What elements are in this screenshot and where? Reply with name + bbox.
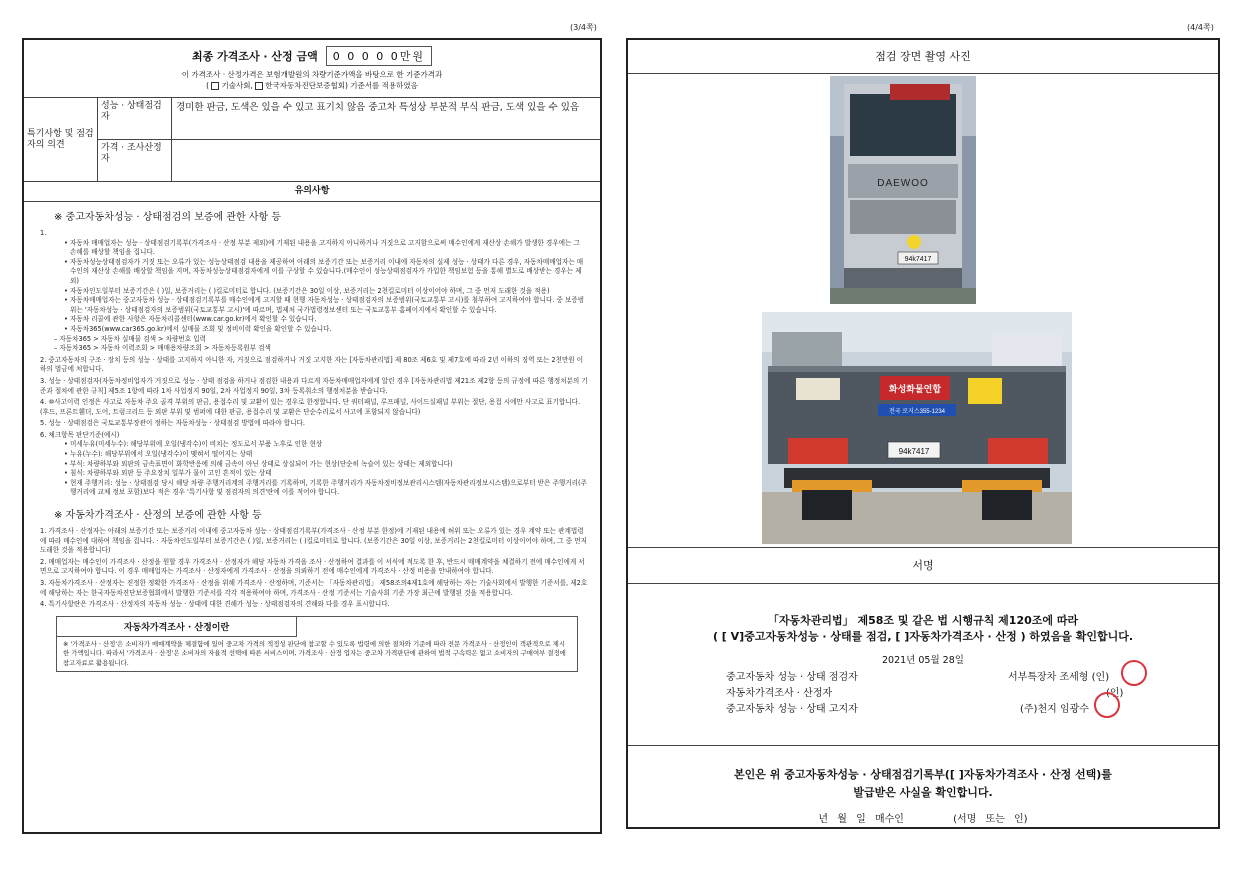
buyer-sign-field[interactable]: (서명 또는 인) [953, 814, 1028, 825]
buyer-confirm-line1: 본인은 위 중고자동차성능 · 상태점검기록부([ ]자동차가격조사 · 산정 선택)를 [734, 768, 1112, 781]
definition-text: ※ '가격조사 · 산정'은 소비자가 매매계약을 체결함에 있어 중고차 가격의 적정성 판단에 참고할 수 있도록 법령에 의한 절차와 기준에 따라 전문 가격조사 · 산정인이 객관적으로 제시한 가액입니다. 따라서 '가격조사 · 산정'은 소비자의 자율적 선택에 따른 서비스이며, 가격조사 · 산정 업자는 중고차 가격판단에 관하여 법적 구속력은 없고 소비자의 구매여부 결정에 참고자료로 활용됩니다. [63, 639, 566, 667]
page-number-left: (3/4쪽) [570, 23, 597, 32]
s1-bullet: • 자동차 리콜에 관한 사항은 자동차리콜센터(www.car.go.kr)에서 확인할 수 있습니다. [64, 315, 317, 324]
law-reference-line: 「자동차관리법」 제58조 및 같은 법 시행규칙 제120조에 따라 [767, 614, 1079, 627]
s1-item: 4. ⑩사고이력 인정은 사고로 자동차 주요 골격 부위의 판금, 용접수리 및 교환이 있는 경우로 한정합니다. 단 쿼터패널, 루프패널, 사이드실패널 부위는 절단, 용접 시에만 사고로 표기합니다. (후드, 프론트휀더, 도어, 트렁크리드 등 외판 부위 및 범퍼에 대한 판금, 용접수리 및 교환은 단순수리로서 사고에 포함되지 않습니다) [40, 398, 581, 416]
appraiser-opinion [172, 140, 600, 181]
definition-title: 자동차가격조사 · 산정이란 [57, 617, 297, 637]
inspection-photos [628, 74, 1218, 548]
inspector-seal-icon [1121, 660, 1147, 686]
inspector-signature: 서부특장차 조세형 (인) [1008, 672, 1110, 683]
truck-brand-text: DAEWOO [877, 178, 929, 189]
s1-bullet: • 미세누유(미세누수): 해당부위에 오일(냉각수)이 비치는 정도로서 부품 노후로 인한 현상 [64, 440, 323, 449]
truck-rear-photo [762, 312, 1072, 544]
checkbox-kada[interactable] [255, 82, 263, 90]
notice-title: 유의사항 [24, 182, 600, 202]
section2-body [24, 527, 600, 610]
s1-bullet: • 자동차 매매업자는 성능 · 상태점검기록부(가격조사 · 산정 부분 제외)에 기재된 내용을 고지하지 아니하거나 거짓으로 고지함으로써 매수인에게 재산상 손해가 발생한 경우에는 그 손해를 배상할 책임을 집니다. [64, 238, 580, 257]
signature-section-title: 서명 [628, 548, 1218, 584]
appraiser-role: 자동차가격조사 · 산정자 [726, 688, 833, 699]
rear-logistics-text: 전국 로지스355-1234 [888, 409, 946, 415]
signature-date: 2021년 05월 28일 [882, 655, 964, 666]
inspector-opinion: 경미한 판금, 도색은 있을 수 있고 표기치 않음 중고차 특성상 부분적 부식 판금, 도색 있을 수 있음 [176, 102, 580, 113]
checkbox-engineers[interactable] [211, 82, 219, 90]
special-notes-label: 특기사항 및 점검자의 의견 [24, 98, 98, 181]
s1-item: 5. 성능 · 상태점검은 국토교통부장관이 정하는 자동차성능 · 상태점검 방법에 따라야 합니다. [40, 419, 305, 428]
s2-item: 3. 자동차가격조사 · 산정자는 진정한 정확한 가격조사 · 산정을 위해 가격조사 · 산정하며, 기준서는 「자동차관리법」 제58조의4제1호에 해당하는 자는 기술사회에서 발행한 기준서를, 제2호에 해당하는 자는 한국자동차진단보증협회에서 발행한 기준서를 각각 적용하여야 하며, 가격조사 · 산정 기준서는 기술사회 기준 가장 최근에 발행된 것을 적용합니다. [40, 579, 588, 597]
appraiser-label: 가격 · 조사산정자 [98, 140, 172, 181]
photo-section-title: 점검 장면 촬영 사진 [628, 40, 1218, 74]
inspector-role: 중고자동차 성능 · 상태 점검자 [726, 672, 858, 683]
s1-sub-item: – 자동차365 > 자동차 이력조회 > 매매용차량조회 > 자동차등록원부 검색 [54, 344, 271, 353]
notifier-role: 중고자동차 성능 · 상태 고지자 [726, 704, 858, 715]
front-plate-text: 94k7417 [904, 256, 932, 263]
section1-body [24, 229, 600, 498]
page-number-right: (4/4쪽) [1187, 23, 1214, 32]
signature-section [628, 584, 1218, 746]
s1-bullet: • 자동차인도일부터 보증기간은 ( )일, 보증거리는 ( )킬로미터로 합니다. (보증기간은 30일 이상, 보증거리는 2천킬로미터 이상이어야 하며, 그 중 먼저 도래한 것을 적용) [64, 286, 550, 295]
price-description: 이 가격조사 · 산정가격은 보험개발원의 차량기준가액을 바탕으로 한 기준가격과 [181, 70, 443, 79]
right-page [626, 38, 1220, 829]
notifier-seal-icon [1094, 692, 1120, 718]
s2-item: 2. 매매업자는 매수인이 가격조사 · 산정을 원할 경우 가격조사 · 산정자가 해당 자동차 가격을 조사 · 산정하여 결과를 이 서식에 적도록 한 후, 반드시 매매계약을 체결하기 전에 매수인에게 서면으로 고지하여야 합니다. 이 경우 매매업자는 가격조사 · 산정자에게 가격조사 · 산정을 의뢰하기 전에 매수인에게 가격조사 · 산정 비용을 안내하여야 합니다. [40, 557, 585, 576]
rear-plate-text: 94k7417 [898, 447, 930, 456]
s1-bullet: • 자동차매매업자는 중고자동차 성능 · 상태점검기록부를 매수인에게 고지할 때 현행 자동차성능 · 상태점검자의 보증범위(국토교통부 고시)를 첨부하여 고지하여야 합니다. 중 보증범위는 '자동차성능 · 상태점검자의 보증범위(국토교통부 고시)'에 따르며, 법제처 국가법령정보센터 또는 국토교통부 홈페이지에서 확인할 수 있습니다. [64, 296, 585, 314]
s1-bullet: • 부식: 차량하부와 외판의 금속표면이 화학반응에 의해 금속이 아닌 상태로 상실되어 가는 현상(단순히 녹슬어 있는 상태는 제외합니다) [64, 459, 453, 468]
inspector-label: 성능 · 상태점검자 [98, 98, 172, 139]
price-standard-line: ( 기술사회, 한국자동차진단보증협회) 기준서를 적용하였음 [206, 81, 418, 90]
appraisal-definition-box [56, 616, 578, 673]
section1-title: ※ 중고자동차성능 · 상태점검의 보증에 관한 사항 등 [54, 212, 282, 223]
amount-field: 0 0 0 0 0만원 [326, 46, 432, 66]
notifier-signature: (주)천지 임광수 [1020, 704, 1089, 715]
final-price-title: 최종 가격조사 · 산정 금액 [191, 50, 318, 63]
s2-item: 1. 가격조사 · 산정자는 아래의 보증기간 또는 보증거리 이내에 중고자동차 성능 · 상태점검기록부(가격조사 · 산정 부분 한정)에 기재된 내용에 허위 또는 오류가 있는 경우 계약 또는 관계법령에 따라 매수인에 대하여 책임을 집니다. · 자동차인도일부터 보증기간은 ( )일, 보증거리는 ( )킬로미터로 합니다. (보증기간은 30일 이상, 보증거리는 2천킬로미터 이상이어야 하며, 그 중 먼저 도래한 것을 적용합니다) [40, 527, 587, 555]
buyer-sign-line: 년 월 일 매수인 (서명 또는 인) [818, 814, 1028, 825]
rear-sign-text: 화성화물연합 [888, 384, 942, 394]
s1-item: 3. 성능 · 상태점검자(자동차정비업자가 거짓으로 성능 · 상태 점검을 하거나 점검한 내용과 다르게 자동차매매업자에게 알린 경우 [자동차관리법 제21조 제2항 등의 규정에 따른 행정처분의 기준과 절차에 관한 규칙] 제5조 1항에 따라 1차 사업정지 90일, 2차 사업정지 90일, 3차 등록취소의 행정처분을 받습니다. [40, 376, 588, 395]
s1-sub-item: – 자동차365 > 자동차 실매물 검색 > 차량번호 입력 [54, 334, 206, 343]
s1-item: 2. 중고자동차의 구조 · 장치 등의 성능 · 상태를 고지하지 아니한 자, 거짓으로 점검하거나 거짓 고지한 자는 [자동차관리법] 제 80조 제6호 및 제7호에 따라 2년 이하의 징역 또는 2천만원 이하의 벌금에 처합니다. [40, 355, 584, 374]
s1-bullet: • 누유(누수): 해당부위에서 오일(냉각수)이 맺혀서 떨어지는 상태 [64, 450, 253, 459]
s1-item: 6. 체크항목 판단기준(예시) [40, 430, 120, 439]
s1-bullet: • 자동차성능상태점검자가 거짓 또는 오류가 있는 성능상태점검 내용을 제공하여 아래의 보증기간 또는 보증거리 이내에 자동차의 실제 성능 · 상태가 다른 경우, 자동차매매업자는 매수인의 재산상 손해를 배상할 책임을 지며, 자동차성능상태점검자에게 이를 구상할 수 있습니다.(매수인이 성능상태점검자가 가입한 책임보험 등을 통해 별도로 배상받는 경우는 제외) [64, 257, 584, 285]
s2-item: 4. 특기사항란은 가격조사 · 산정자의 자동차 성능 · 상태에 대한 견해가 성능 · 상태점검자의 견해와 다를 경우 표시합니다. [40, 600, 390, 609]
buyer-confirm-line2: 발급받은 사실을 확인합니다. [853, 786, 993, 799]
left-page [22, 38, 602, 834]
s1-bullet: • 자동차365(www.car365.go.kr)에서 실매물 조회 및 정비이력 확인을 확인할 수 있습니다. [64, 324, 332, 333]
buyer-confirmation [628, 766, 1218, 825]
final-price-header [24, 40, 600, 98]
s1-bullet: • 침식: 차량하부와 외판 등 주요장치 일부가 물이 고인 흔적이 있는 상태 [64, 469, 272, 478]
special-notes-section [24, 98, 600, 182]
s1-bullet: • 현재 주행거리: 성능 · 상태점검 당시 해당 차량 주행거리계의 주행거리를 기록하며, 기록한 주행거리가 자동차정비정보관리시스템(자동차관리정보시스템)으로부터 받은 주행거리(주행거리에 교체 정보 포함)보다 적은 경우 '특기사항 및 점검자의 의견'란에 이를 적어야 합니다. [64, 478, 587, 497]
inspection-confirm-line: ( [ V]중고자동차성능 · 상태를 점검, [ ]자동차가격조사 · 산정 ) 하였음을 확인합니다. [712, 630, 1134, 643]
truck-front-photo [830, 76, 976, 304]
section2-title: ※ 자동차가격조사 · 산정의 보증에 관한 사항 등 [54, 510, 262, 522]
appraiser-signature: (인) [1106, 688, 1124, 699]
s1-item: 1. [40, 229, 47, 237]
